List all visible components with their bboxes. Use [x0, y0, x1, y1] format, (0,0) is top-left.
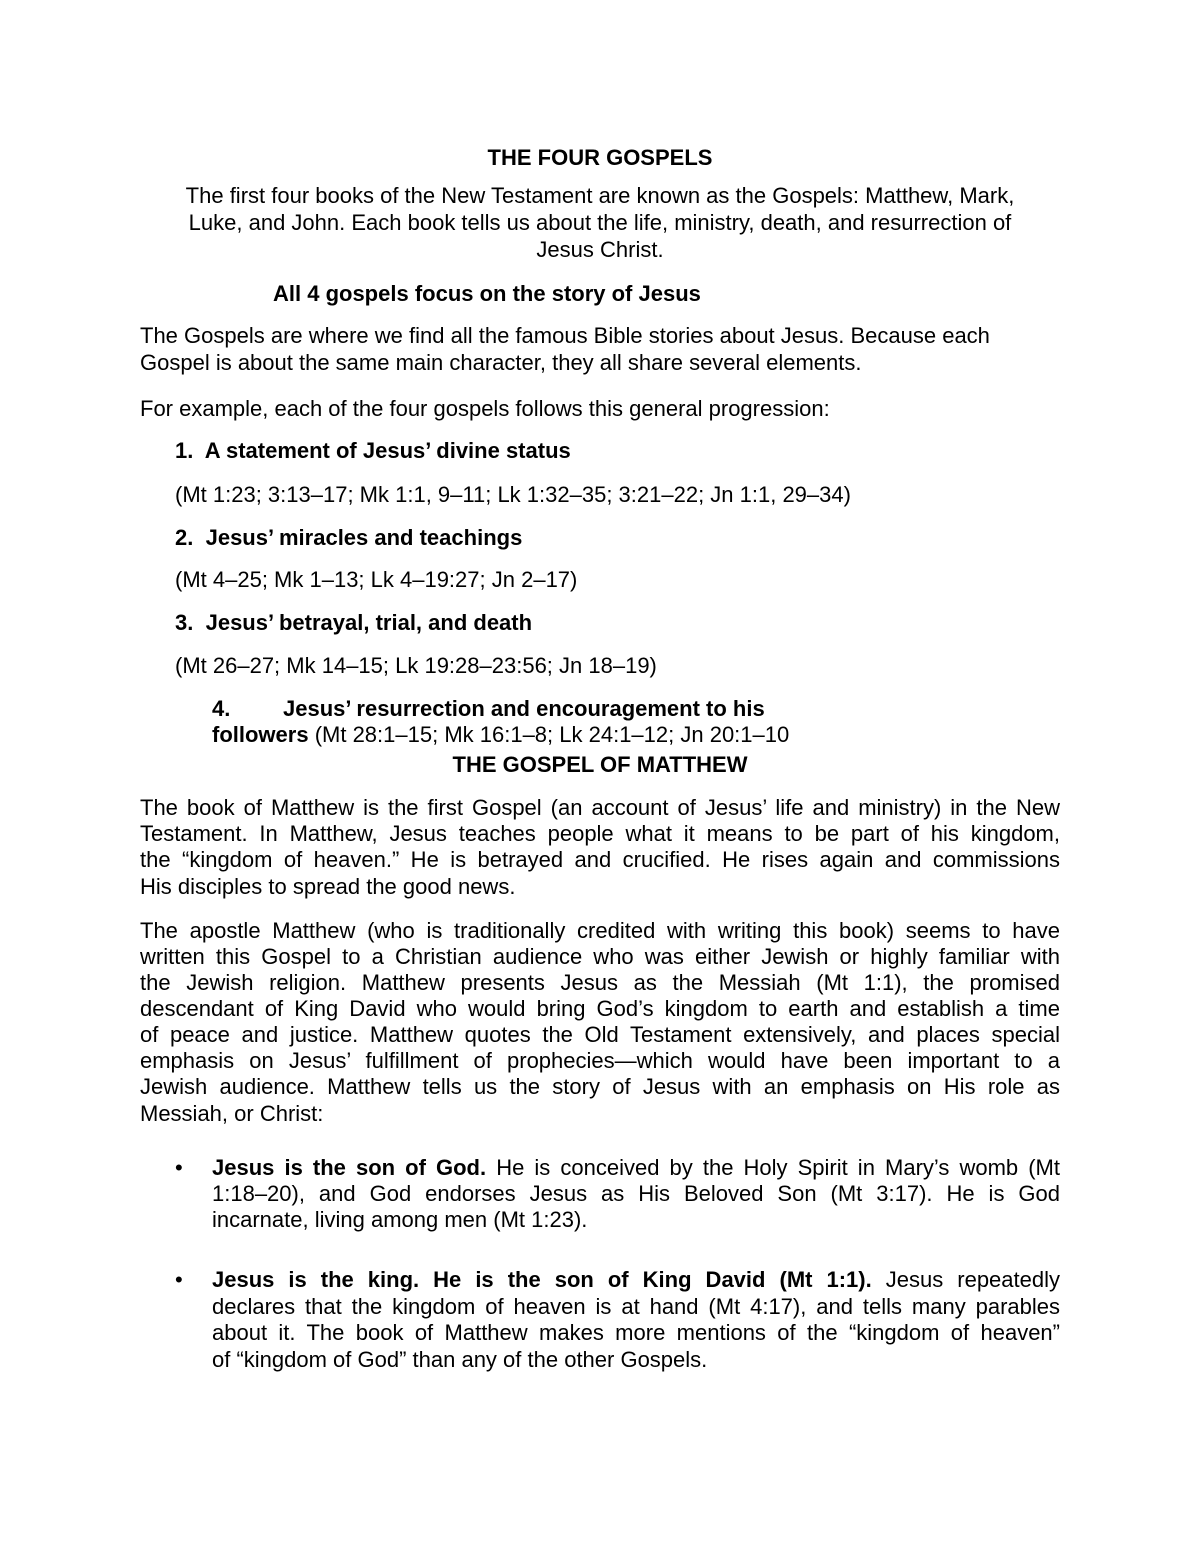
- paragraph-line: the “kingdom of heaven.” He is betrayed and crucified. He rises again and commissions: [140, 847, 1060, 872]
- bullet-line: 1:18–20), and God endorses Jesus as His Beloved Son (Mt 3:17). He is God: [212, 1181, 1060, 1206]
- list-item-heading: [175, 525, 522, 551]
- list-item-heading: [175, 610, 532, 636]
- bullet-bold-text: Jesus is the son of God.: [212, 1155, 487, 1180]
- list-refs-text: (Mt 28:1–15; Mk 16:1–8; Lk 24:1–12; Jn 20:1–10: [308, 722, 790, 747]
- paragraph-line: Gospel is about the same main character, they all share several elements.: [140, 350, 862, 375]
- paragraph-line: The book of Matthew is the first Gospel (an account of Jesus’ life and ministry) in the New: [140, 795, 1060, 820]
- paragraph-line: of peace and justice. Matthew quotes the Old Testament extensively, and places special: [140, 1022, 1060, 1047]
- paragraph-line: The Gospels are where we find all the famous Bible stories about Jesus. Because each: [140, 323, 990, 348]
- list-item-refs: [212, 722, 789, 748]
- bullet-line: incarnate, living among men (Mt 1:23).: [212, 1207, 588, 1232]
- bullet-line: about it. The book of Matthew makes more mentions of the “kingdom of heaven”: [212, 1320, 1060, 1345]
- list-number: 4.: [212, 696, 231, 721]
- list-heading-text: Jesus’ miracles and teachings: [205, 525, 523, 550]
- paragraph-line: Testament. In Matthew, Jesus teaches people what it means to be part of his kingdom,: [140, 821, 1060, 846]
- paragraph-line: Messiah, or Christ:: [140, 1101, 324, 1126]
- paragraph-line: The apostle Matthew (who is traditionally credited with writing this book) seems to have: [140, 918, 1060, 943]
- bullet-bold-text: Jesus is the king. He is the son of King David (Mt 1:1).: [212, 1267, 872, 1292]
- bullet-symbol: •: [175, 1267, 183, 1292]
- list-number: 3.: [175, 610, 194, 635]
- paragraph-line: Jewish audience. Matthew tells us the story of Jesus with an emphasis on His role as: [140, 1074, 1060, 1099]
- bullet-symbol: •: [175, 1155, 183, 1180]
- list-heading-text: Jesus’ betrayal, trial, and death: [205, 610, 533, 635]
- bullet-text: He is conceived by the Holy Spirit in Mary’s womb (Mt: [486, 1155, 1060, 1180]
- bullet-line: of “kingdom of God” than any of the other Gospels.: [212, 1347, 708, 1372]
- list-item-refs: (Mt 4–25; Mk 1–13; Lk 4–19:27; Jn 2–17): [175, 567, 578, 592]
- list-heading-text: Jesus’ resurrection and encouragement to his: [283, 696, 765, 721]
- bullet-line: declares that the kingdom of heaven is at hand (Mt 4:17), and tells many parables: [212, 1294, 1060, 1319]
- progression-intro: For example, each of the four gospels follows this general progression:: [140, 396, 830, 421]
- paragraph-line: emphasis on Jesus’ fulfillment of prophecies—which would have been important to a: [140, 1048, 1060, 1073]
- bullet-line: [212, 1155, 1060, 1181]
- list-heading-text: A statement of Jesus’ divine status: [204, 438, 571, 463]
- page-title: THE FOUR GOSPELS: [487, 145, 713, 170]
- paragraph-line: written this Gospel to a Christian audience who was either Jewish or highly familiar with: [140, 944, 1060, 969]
- section-title: THE GOSPEL OF MATTHEW: [452, 752, 748, 777]
- list-number: 2.: [175, 525, 194, 550]
- paragraph-line: the Jewish religion. Matthew presents Jesus as the Messiah (Mt 1:1), the promised: [140, 970, 1060, 995]
- bullet-line: [212, 1267, 1060, 1293]
- focus-heading: All 4 gospels focus on the story of Jesus: [273, 281, 701, 306]
- list-number: 1.: [175, 438, 194, 463]
- paragraph-line: descendant of King David who would bring God’s kingdom to earth and establish a time: [140, 996, 1060, 1021]
- intro-line: Jesus Christ.: [536, 237, 664, 262]
- bullet-text: Jesus repeatedly: [871, 1267, 1060, 1292]
- list-item-refs: (Mt 1:23; 3:13–17; Mk 1:1, 9–11; Lk 1:32–35; 3:21–22; Jn 1:1, 29–34): [175, 482, 851, 507]
- paragraph-line: His disciples to spread the good news.: [140, 874, 516, 899]
- list-item-refs: (Mt 26–27; Mk 14–15; Lk 19:28–23:56; Jn 18–19): [175, 653, 657, 678]
- list-item-heading: [175, 438, 571, 464]
- intro-line: Luke, and John. Each book tells us about the life, ministry, death, and resurrection of: [188, 210, 1012, 235]
- list-heading-continuation: followers: [212, 722, 309, 747]
- intro-line: The first four books of the New Testament are known as the Gospels: Matthew, Mark,: [185, 183, 1015, 208]
